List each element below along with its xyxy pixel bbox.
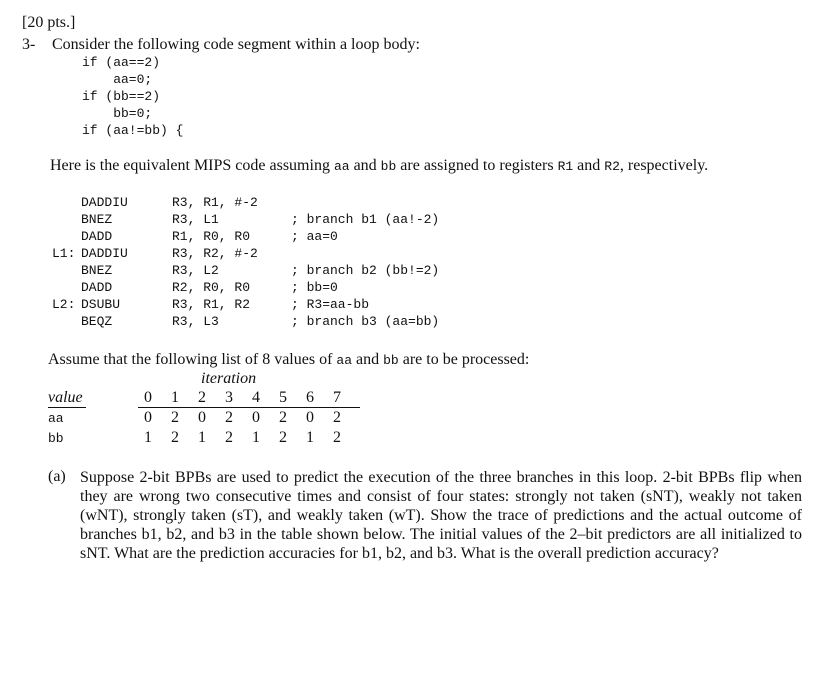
mips-label: L2: bbox=[52, 297, 76, 312]
bb-value: 1 bbox=[198, 429, 206, 446]
iteration-number: 3 bbox=[225, 389, 233, 406]
mips-comment: ; bb=0 bbox=[291, 280, 338, 295]
mips-intro-text: and bbox=[573, 157, 605, 174]
iteration-number: 5 bbox=[279, 389, 287, 406]
c-code-line: if (bb==2) bbox=[82, 89, 161, 104]
values-intro bbox=[48, 351, 529, 369]
row-name-aa: aa bbox=[48, 411, 64, 426]
mips-intro-text: Here is the equivalent MIPS code assuming bbox=[50, 157, 334, 174]
c-code-line: bb=0; bbox=[82, 106, 153, 121]
mips-operands: R3, L1 bbox=[172, 212, 219, 227]
aa-value: 2 bbox=[333, 409, 341, 426]
bb-value: 2 bbox=[333, 429, 341, 446]
values-intro-text: are to be processed: bbox=[398, 351, 530, 368]
register-r2: R2 bbox=[604, 159, 620, 174]
mips-operands: R3, L3 bbox=[172, 314, 219, 329]
mips-opcode: DADDIU bbox=[81, 195, 128, 210]
mips-operands: R3, R1, R2 bbox=[172, 297, 251, 312]
aa-value: 2 bbox=[171, 409, 179, 426]
points-label: [20 pts.] bbox=[22, 14, 76, 31]
mips-operands: R3, R1, #-2 bbox=[172, 195, 258, 210]
mips-opcode: BNEZ bbox=[81, 263, 113, 278]
values-intro-text: Assume that the following list of 8 values of bbox=[48, 351, 337, 368]
aa-value: 0 bbox=[198, 409, 206, 426]
mips-opcode: BNEZ bbox=[81, 212, 113, 227]
mips-comment: ; branch b3 (aa=bb) bbox=[291, 314, 440, 329]
mips-comment: ; R3=aa-bb bbox=[291, 297, 370, 312]
question-intro: Consider the following code segment within a loop body: bbox=[52, 36, 420, 53]
iteration-number: 2 bbox=[198, 389, 206, 406]
mips-intro-text: , respectively. bbox=[619, 157, 709, 174]
mips-intro bbox=[50, 157, 708, 175]
row-name-bb: bb bbox=[48, 431, 64, 446]
mips-intro-text: are assigned to registers bbox=[396, 157, 558, 174]
var-aa: aa bbox=[336, 353, 353, 368]
mips-opcode: DADD bbox=[81, 229, 113, 244]
mips-opcode: DADDIU bbox=[81, 246, 128, 261]
var-bb: bb bbox=[383, 353, 399, 368]
aa-value: 0 bbox=[252, 409, 260, 426]
mips-operands: R3, L2 bbox=[172, 263, 219, 278]
aa-value: 2 bbox=[225, 409, 233, 426]
iteration-header: iteration bbox=[201, 370, 257, 387]
part-a-label: (a) bbox=[48, 468, 66, 485]
mips-comment: ; branch b2 (bb!=2) bbox=[291, 263, 440, 278]
value-header-underline bbox=[48, 407, 86, 408]
mips-opcode: DADD bbox=[81, 280, 113, 295]
iteration-number: 6 bbox=[306, 389, 314, 406]
aa-value: 0 bbox=[306, 409, 314, 426]
mips-operands: R1, R0, R0 bbox=[172, 229, 251, 244]
mips-opcode: DSUBU bbox=[81, 297, 121, 312]
iteration-header-underline bbox=[138, 407, 360, 408]
c-code-line: aa=0; bbox=[82, 72, 153, 87]
value-header: value bbox=[48, 389, 83, 406]
iteration-number: 4 bbox=[252, 389, 260, 406]
mips-operands: R3, R2, #-2 bbox=[172, 246, 258, 261]
bb-value: 1 bbox=[252, 429, 260, 446]
mips-label: L1: bbox=[52, 246, 76, 261]
var-aa: aa bbox=[333, 159, 350, 174]
register-r1: R1 bbox=[557, 159, 574, 174]
aa-value: 2 bbox=[279, 409, 287, 426]
aa-value: 0 bbox=[144, 409, 152, 426]
mips-opcode: BEQZ bbox=[81, 314, 113, 329]
mips-comment: ; branch b1 (aa!-2) bbox=[291, 212, 440, 227]
c-code-line: if (aa!=bb) { bbox=[82, 123, 184, 138]
question-number: 3- bbox=[22, 36, 36, 53]
mips-comment: ; aa=0 bbox=[291, 229, 338, 244]
mips-operands: R2, R0, R0 bbox=[172, 280, 251, 295]
iteration-number: 0 bbox=[144, 389, 152, 406]
part-a-text: Suppose 2-bit BPBs are used to predict the execution of the three branches in this loop. 2-bit BPBs flip when they are wrong two consecutive times and consist of four states: strongly not taken (sNT), weakly not taken (wNT), strongly taken (sT), and weakly taken (wT). Show the trace of predictions and the actual outcome of branches b1, b2, and b3 in the table shown below. The initial values of the 2–bit predictors are all initialized to sNT. What are the prediction accuracies for b1, b2, and b3. What is the overall prediction accuracy? bbox=[80, 469, 802, 562]
iteration-number: 7 bbox=[333, 389, 341, 406]
values-intro-text: and bbox=[352, 351, 384, 368]
mips-intro-text: and bbox=[349, 157, 381, 174]
bb-value: 1 bbox=[144, 429, 152, 446]
c-code-line: if (aa==2) bbox=[82, 55, 161, 70]
iteration-number: 1 bbox=[171, 389, 179, 406]
bb-value: 2 bbox=[225, 429, 233, 446]
bb-value: 1 bbox=[306, 429, 314, 446]
bb-value: 2 bbox=[171, 429, 179, 446]
bb-value: 2 bbox=[279, 429, 287, 446]
var-bb: bb bbox=[380, 159, 397, 174]
